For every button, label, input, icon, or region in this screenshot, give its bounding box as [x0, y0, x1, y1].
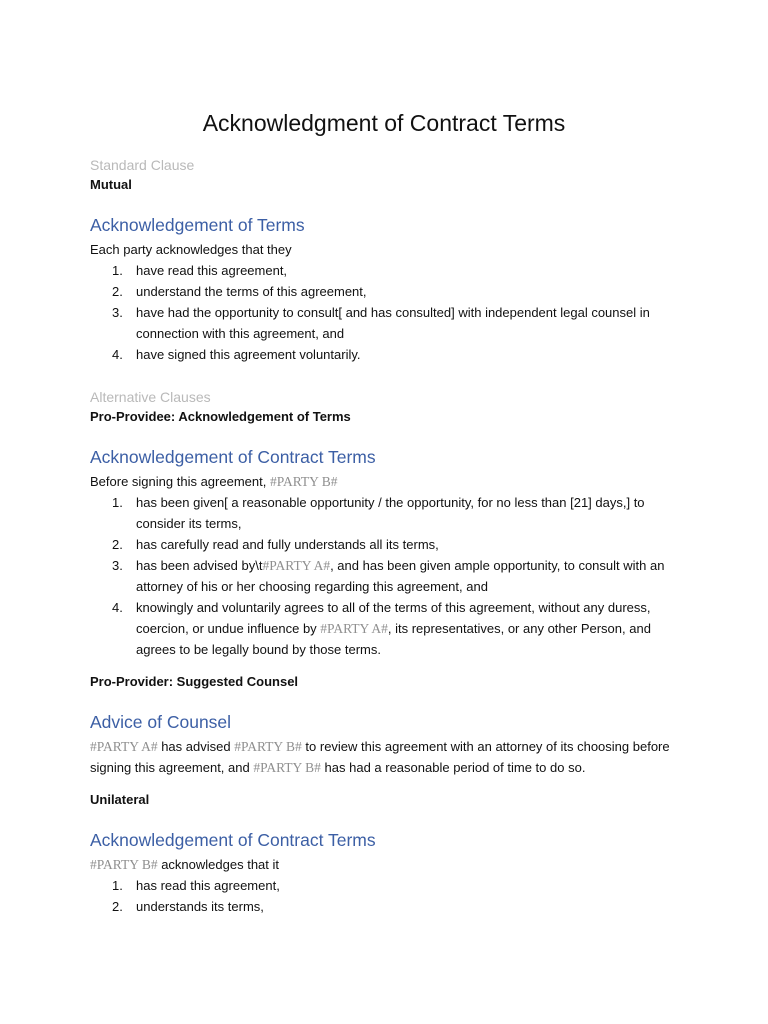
list-item: 3. has been advised by\t#PARTY A#, and has been given ample opportunity, to consult with an attorney of his or her choosing regarding this agreement, and [90, 555, 690, 597]
standard-clause-section [90, 155, 690, 365]
clause-heading: Acknowledgement of Contract Terms [90, 447, 376, 467]
party-placeholder: #PARTY A# [90, 739, 158, 754]
clause-intro: Each party acknowledges that they [90, 242, 292, 257]
clause-paragraph: #PARTY A# has advised #PARTY B# to review this agreement with an attorney of its choosing before signing this agreement, and #PARTY B# has had a reasonable period of time to do so. [90, 739, 670, 775]
variant-label: Unilateral [90, 792, 150, 807]
party-placeholder: #PARTY A# [320, 621, 388, 636]
clause-list [90, 260, 690, 365]
clause-intro: #PARTY B# acknowledges that it [90, 857, 279, 872]
party-placeholder: #PARTY B# [90, 857, 158, 872]
list-item: 4. knowingly and voluntarily agrees to all of the terms of this agreement, without any duress, coercion, or undue influence by #PARTY A#, its representatives, or any other Person, and agrees to be legally bound by those terms. [90, 597, 690, 660]
list-number: 3. [112, 558, 123, 573]
alternative-clauses-label: Alternative Clauses [90, 389, 211, 405]
clause-intro: Before signing this agreement, #PARTY B# [90, 474, 338, 489]
clause-list [90, 492, 690, 660]
variant-label: Pro-Provider: Suggested Counsel [90, 674, 299, 689]
list-number: 4. [112, 347, 123, 362]
clause-heading: Acknowledgement of Terms [90, 215, 305, 235]
list-item: 3. have had the opportunity to consult[ and has consulted] with independent legal counsel in connection with this agreement, and [90, 302, 690, 344]
alternative-clause-pro-provider [90, 672, 690, 778]
list-number: 2. [112, 899, 123, 914]
list-number: 2. [112, 537, 123, 552]
party-placeholder: #PARTY B# [253, 760, 321, 775]
party-placeholder: #PARTY B# [269, 474, 338, 489]
list-number: 2. [112, 284, 123, 299]
list-number: 1. [112, 878, 123, 893]
list-item: 2. understand the terms of this agreement, [90, 281, 690, 302]
variant-label-mutual: Mutual [90, 177, 132, 192]
clause-list [90, 875, 690, 917]
variant-label: Pro-Providee: Acknowledgement of Terms [90, 409, 351, 424]
alternative-clause-unilateral [90, 790, 690, 917]
clause-heading: Advice of Counsel [90, 712, 232, 732]
standard-clause-label: Standard Clause [90, 157, 195, 173]
clause-heading: Acknowledgement of Contract Terms [90, 830, 376, 850]
party-placeholder: #PARTY B# [234, 739, 302, 754]
list-item: 1. has read this agreement, [90, 875, 690, 896]
list-number: 1. [112, 263, 123, 278]
list-item: 2. understands its terms, [90, 896, 690, 917]
list-number: 3. [112, 305, 123, 320]
list-item: 1. have read this agreement, [90, 260, 690, 281]
list-number: 1. [112, 495, 123, 510]
list-item: 2. has carefully read and fully understands all its terms, [90, 534, 690, 555]
list-number: 4. [112, 600, 123, 615]
alternative-clauses-section [90, 387, 690, 917]
party-placeholder: #PARTY A# [262, 558, 331, 573]
document-title: Acknowledgment of Contract Terms [202, 110, 566, 136]
alternative-clause-pro-providee [90, 407, 690, 660]
document-body [90, 107, 690, 917]
list-item: 4. have signed this agreement voluntarily. [90, 344, 690, 365]
list-item: 1. has been given[ a reasonable opportunity / the opportunity, for no less than [21] days,] to consider its terms, [90, 492, 690, 534]
